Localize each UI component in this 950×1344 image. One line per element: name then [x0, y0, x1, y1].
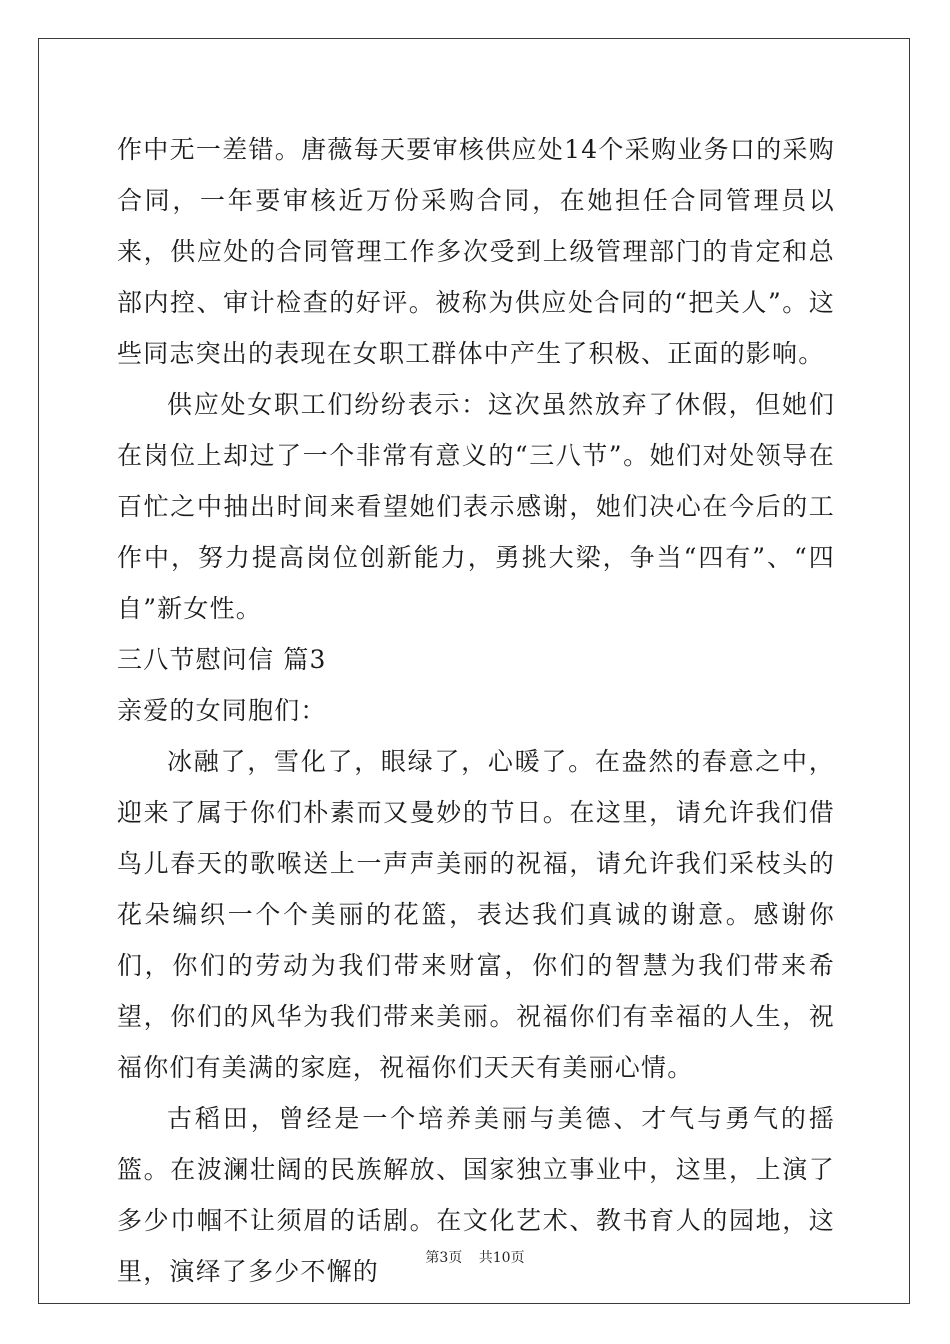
paragraph-2: 供应处女职工们纷纷表示：这次虽然放弃了休假，但她们在岗位上却过了一个非常有意义的“三八节”。她们对处领导在百忙之中抽出时间来看望她们表示感谢，她们决心在今后的工作中，努力提高岗位创新能力，勇挑大梁，争当“四有”、“四自”新女性。 [117, 390, 835, 623]
paragraph-3: 冰融了，雪化了，眼绿了，心暖了。在盎然的春意之中，迎来了属于你们朴素而又曼妙的节日。在这里，请允许我们借鸟儿春天的歌喉送上一声声美丽的祝福，请允许我们采枝头的花朵编织一个个美丽的花篮，表达我们真诚的谢意。感谢你们，你们的劳动为我们带来财富，你们的智慧为我们带来希望，你们的风华为我们带来美丽。祝福你们有幸福的人生，祝福你们有美满的家庭，祝福你们天天有美丽心情。 [117, 747, 835, 1082]
section-heading: 三八节慰问信 篇3 [117, 645, 327, 674]
page-number: 第3页 [425, 1250, 463, 1266]
salutation: 亲爱的女同胞们： [117, 696, 327, 725]
document-body [117, 124, 835, 1297]
page-footer [0, 1247, 950, 1267]
page-total: 共10页 [478, 1250, 525, 1266]
paragraph-4: 古稻田，曾经是一个培养美丽与美德、才气与勇气的摇篮。在波澜壮阔的民族解放、国家独立事业中，这里，上演了多少巾帼不让须眉的话剧。在文化艺术、教书育人的园地，这里，演绎了多少不懈的 [117, 1104, 835, 1286]
paragraph-1: 作中无一差错。唐薇每天要审核供应处14个采购业务口的采购合同，一年要审核近万份采购合同，在她担任合同管理员以来，供应处的合同管理工作多次受到上级管理部门的肯定和总部内控、审计检查的好评。被称为供应处合同的“把关人”。这些同志突出的表现在女职工群体中产生了积极、正面的影响。 [117, 135, 835, 368]
